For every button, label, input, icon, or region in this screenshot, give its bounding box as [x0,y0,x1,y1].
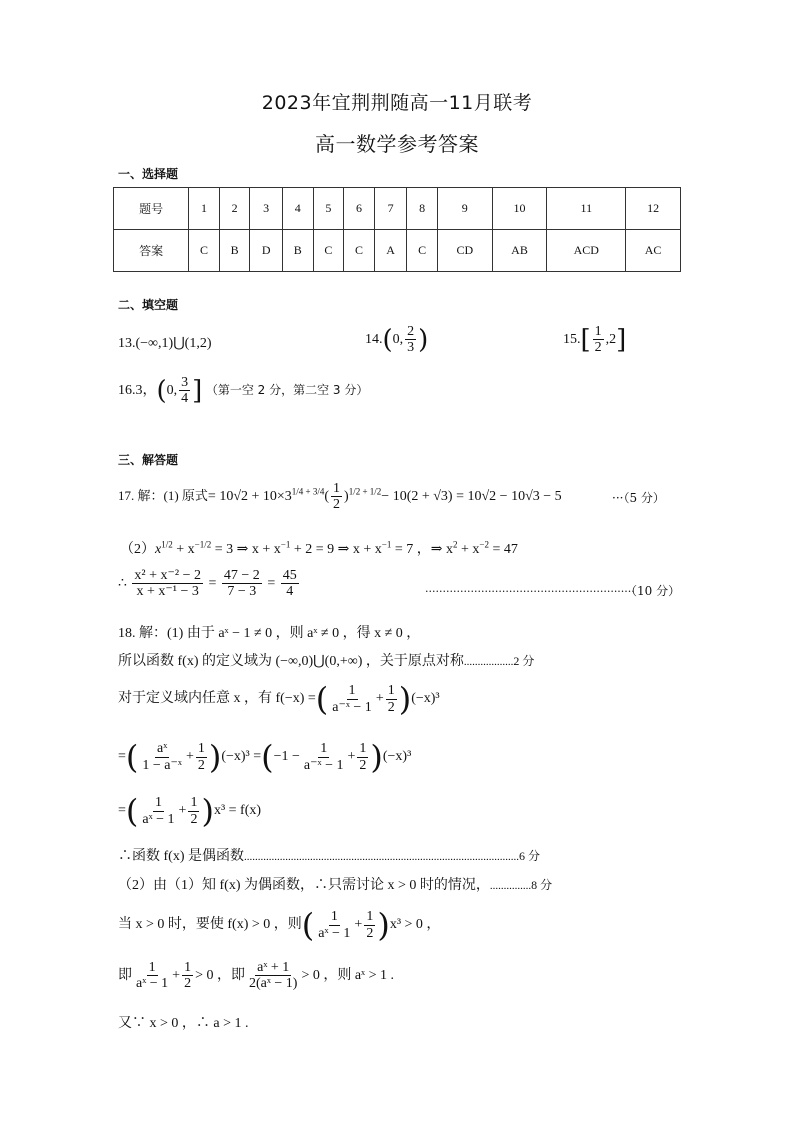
p18-9-plus: + [172,968,181,984]
p18-line10: 又∵ x > 0 ，∴ a > 1 . [118,1016,249,1031]
p18-9-n1: 1 [148,960,156,975]
p18-3-plus: + [375,691,384,707]
p17-3-n2: 47 − 2 [223,568,260,583]
p18-4-eq: = [118,749,126,765]
p18-3-pre: 对于定义域内任意 x ，有 f(−x) = [118,691,316,707]
p18-8-plus: + [354,917,363,933]
p17-dots: ............................................................ [425,582,635,595]
p17-2-e6: −2 [479,539,489,550]
p18-3-d: a⁻ˣ − 1 [332,699,372,715]
q14-prefix: 14. [365,332,383,348]
q14-den: 3 [407,340,415,356]
p18-9-post: > 0 ，则 aˣ > 1 . [301,968,395,984]
q-cell: 2 [219,188,250,230]
p18-9-d2: 2 [184,976,192,992]
q-cell: 9 [437,188,492,230]
p18-4-d4: 2 [359,757,367,773]
p18-7-dots: ............... [489,880,532,892]
p18-4-n1: aˣ [157,741,168,757]
q16-prefix: 16.3， [118,383,157,399]
q-cell: 6 [344,188,375,230]
q15-prefix: 15. [563,332,581,348]
p18-7-score: 8 分 [531,878,553,892]
q14-num: 2 [407,324,415,339]
p17-2-h: = 47 [488,542,518,557]
p17-paren-open: ( [324,489,330,505]
p18-3-n: 1 [348,683,356,699]
p17-2-e1: 1/2 [161,539,173,550]
answer-14: 14.(0, $\frac{2}{3}$ ) [365,324,429,356]
a-cell: AC [626,230,681,272]
p18-8-pre: 当 x > 0 时，要使 f(x) > 0 ，则 [118,917,302,933]
p17-2-e2: −1/2 [194,539,212,550]
p18-line1: 18. 解：(1) 由于 aˣ − 1 ≠ 0 ，则 aˣ ≠ 0 ，得 x ≠ 0 ， [118,626,421,641]
p17-expr: = 10√2 + 10×3 [207,489,292,505]
p17-label: 17. 解：(1) 原式 [118,488,208,504]
p18-4-mid: (−x)³ = [221,749,262,765]
p17-3-d3: 4 [286,584,294,600]
p18-3-d2: 2 [387,699,395,715]
section-heading-choice: 一、选择题 [118,167,179,181]
p17-frac-n: 1 [333,481,341,496]
p18-7-text: （2）由（1）知 f(x) 为偶函数，∴只需讨论 x > 0 时的情况， [118,878,490,893]
p18-5-d1: aˣ − 1 [142,811,175,827]
p18-9-mid: > 0 ，即 [195,968,245,984]
p18-8-n2: 1 [366,909,374,925]
p17-2-e5: 2 [452,539,458,550]
p17-score1: ···（5 分） [612,491,665,505]
answer-16: 16.3，(0, $\frac{3}{4}$ ] （第一空 2 分，第二空 3 分） [118,375,369,407]
q-cell: 5 [313,188,344,230]
p17-3-n3: 45 [282,568,297,583]
exam-title: 2023年宜荆荆随高一11月联考 [261,92,533,114]
p17-3-n1: x² + x⁻² − 2 [134,568,201,583]
p18-4-n2: 1 [197,741,205,757]
p18-line3: 对于定义域内任意 x ，有 f(−x) =( $\frac{1}{\text{a⁻ˣ − 1}}$ + $\frac{1}{2}$ )(−x)³ [118,680,440,718]
p18-5-n2: 1 [190,795,198,811]
p18-9-d3: 2(aˣ − 1) [248,976,298,992]
a-cell: B [219,230,250,272]
q-cell: 10 [492,188,547,230]
p17-exp: 1/4 + 3/4 [291,486,325,497]
p17-2-c: = 3 ⇒ x + x [211,542,281,557]
q-cell: 7 [374,188,406,230]
p17-2-b: + x [172,542,195,557]
p17-2-e3: −1 [280,539,291,550]
p17-tail: − 10(2 + √3) = 10√2 − 10√3 − 5 [381,489,562,505]
p17-2-d: + 2 = 9 ⇒ x + x [290,542,382,557]
p18-4-n4: 1 [359,741,367,757]
p18-4-post: (−x)³ [382,749,412,765]
p17-paren-close: ) [344,489,349,505]
q-cell: 3 [250,188,282,230]
p18-4-plus: + [185,749,194,765]
p18-4-plus2: + [347,749,356,765]
p18-4-m: −1 − [273,749,300,765]
row-label-answer: 答案 [114,230,189,272]
q15-right: ,2 [605,332,617,348]
p17-part2 [120,538,518,558]
a-cell: C [189,230,220,272]
table-row-questions [114,188,681,230]
p18-6-text: ∴函数 f(x) 是偶函数 [118,849,244,864]
answer-key-title: 高一数学参考答案 [315,132,479,156]
p17-score2: （10 分） [625,584,681,598]
p18-line4: =( $\frac{\text{aˣ}}{\text{1 − a⁻ˣ}}$ + $\frac{1}{2}$ )(−x)³ =(−1 − $\frac{1}{\text{a⁻ˣ − 1}}$ + $\frac{1}{2}$ )(−x)³ [118,738,412,776]
a-cell: C [313,230,344,272]
p17-2-x: x [155,542,162,557]
row-label-question: 题号 [114,188,189,230]
p18-5-plus: + [178,803,187,819]
p18-5-eq: = [118,803,126,819]
p18-6-dots: .................................................................................................... [244,851,519,863]
q-cell: 8 [407,188,438,230]
p18-3-post: (−x)³ [411,691,440,707]
q-cell: 4 [282,188,313,230]
p18-line6 [118,845,540,865]
q14-left: 0, [392,332,404,348]
p17-exp2: 1/2 + 1/2 [348,486,382,497]
q-cell: 1 [189,188,220,230]
p18-3-n2: 1 [387,683,395,699]
p18-4-n3: 1 [320,741,328,757]
p17-3-d2: 7 − 3 [227,584,257,600]
q16-left: 0, [166,383,178,399]
p18-5-d2: 2 [190,811,198,827]
p17-2-g: + x [457,542,480,557]
p18-4-d1: 1 − a⁻ˣ [142,757,182,773]
therefore-symbol: ∴ [118,576,127,592]
p18-9-n3: aˣ + 1 [257,960,290,975]
a-cell: B [282,230,313,272]
p17-2-f: = 7 ，⇒ x [391,542,453,557]
q16-den: 4 [181,391,189,407]
p18-5-n1: 1 [154,795,162,811]
p18-6-score: 6 分 [519,849,541,863]
p18-line8: 当 x > 0 时，要使 f(x) > 0 ，则( $\frac{1}{\text{aˣ − 1}}$ + $\frac{1}{2}$ )x³ > 0 ， [118,906,441,944]
a-cell: A [374,230,406,272]
p18-line7 [118,874,552,894]
p18-9-n2: 1 [184,960,192,975]
p18-5-post: x³ = f(x) [213,803,262,819]
p18-line2-dots: .................. [463,656,514,668]
p18-line2 [118,650,534,670]
p18-line9 [118,960,394,992]
p18-8-post: x³ > 0 ， [389,917,441,933]
a-cell: AB [492,230,547,272]
p18-8-n1: 1 [330,909,338,925]
p17-part1 [118,481,562,513]
p18-8-d1: aˣ − 1 [318,925,351,941]
p18-9-d1: aˣ − 1 [136,976,169,992]
a-cell: C [407,230,438,272]
answer-13: 13.(−∞,1)⋃(1,2) [118,336,212,351]
a-cell: ACD [547,230,626,272]
section-heading-solution: 三、解答题 [118,453,179,467]
p18-line2-text: 所以函数 f(x) 的定义域为 (−∞,0)⋃(0,+∞) ，关于原点对称 [118,654,464,669]
answer-table [113,187,681,272]
p18-8-d2: 2 [366,925,374,941]
p17-2-e4: −1 [381,539,392,550]
q16-note: （第一空 2 分，第二空 3 分） [205,383,369,398]
q-cell: 11 [547,188,626,230]
q16-num: 3 [181,375,189,390]
section-heading-fill: 二、填空题 [118,298,179,312]
p17-2-label: （2） [120,542,155,557]
p18-4-d3: a⁻ˣ − 1 [303,757,344,773]
answer-15: 15.[ $\frac{1}{2}$ ,2] [563,324,627,356]
p18-4-d2: 2 [197,757,205,773]
p18-line2-score: 2 分 [513,654,535,668]
q15-num: 1 [594,324,602,339]
p18-line5: =( $\frac{1}{\text{aˣ − 1}}$ + $\frac{1}{2}$ )x³ = f(x) [118,792,262,830]
a-cell: D [250,230,282,272]
p17-part3: ∴ $\frac{\text{x² + x⁻² − 2}}{\text{x + x⁻¹ − 3}}$ = $\frac{47 - 2}{7 - 3}$ = $\frac{45}{4}$ [118,568,297,600]
table-row-answers [114,230,681,272]
a-cell: C [344,230,375,272]
p18-9-pre: 即 [118,968,132,984]
a-cell: CD [437,230,492,272]
p17-frac-d: 2 [333,497,341,513]
p17-3-d1: x + x⁻¹ − 3 [136,584,199,600]
q-cell: 12 [626,188,681,230]
q15-den: 2 [594,340,602,356]
